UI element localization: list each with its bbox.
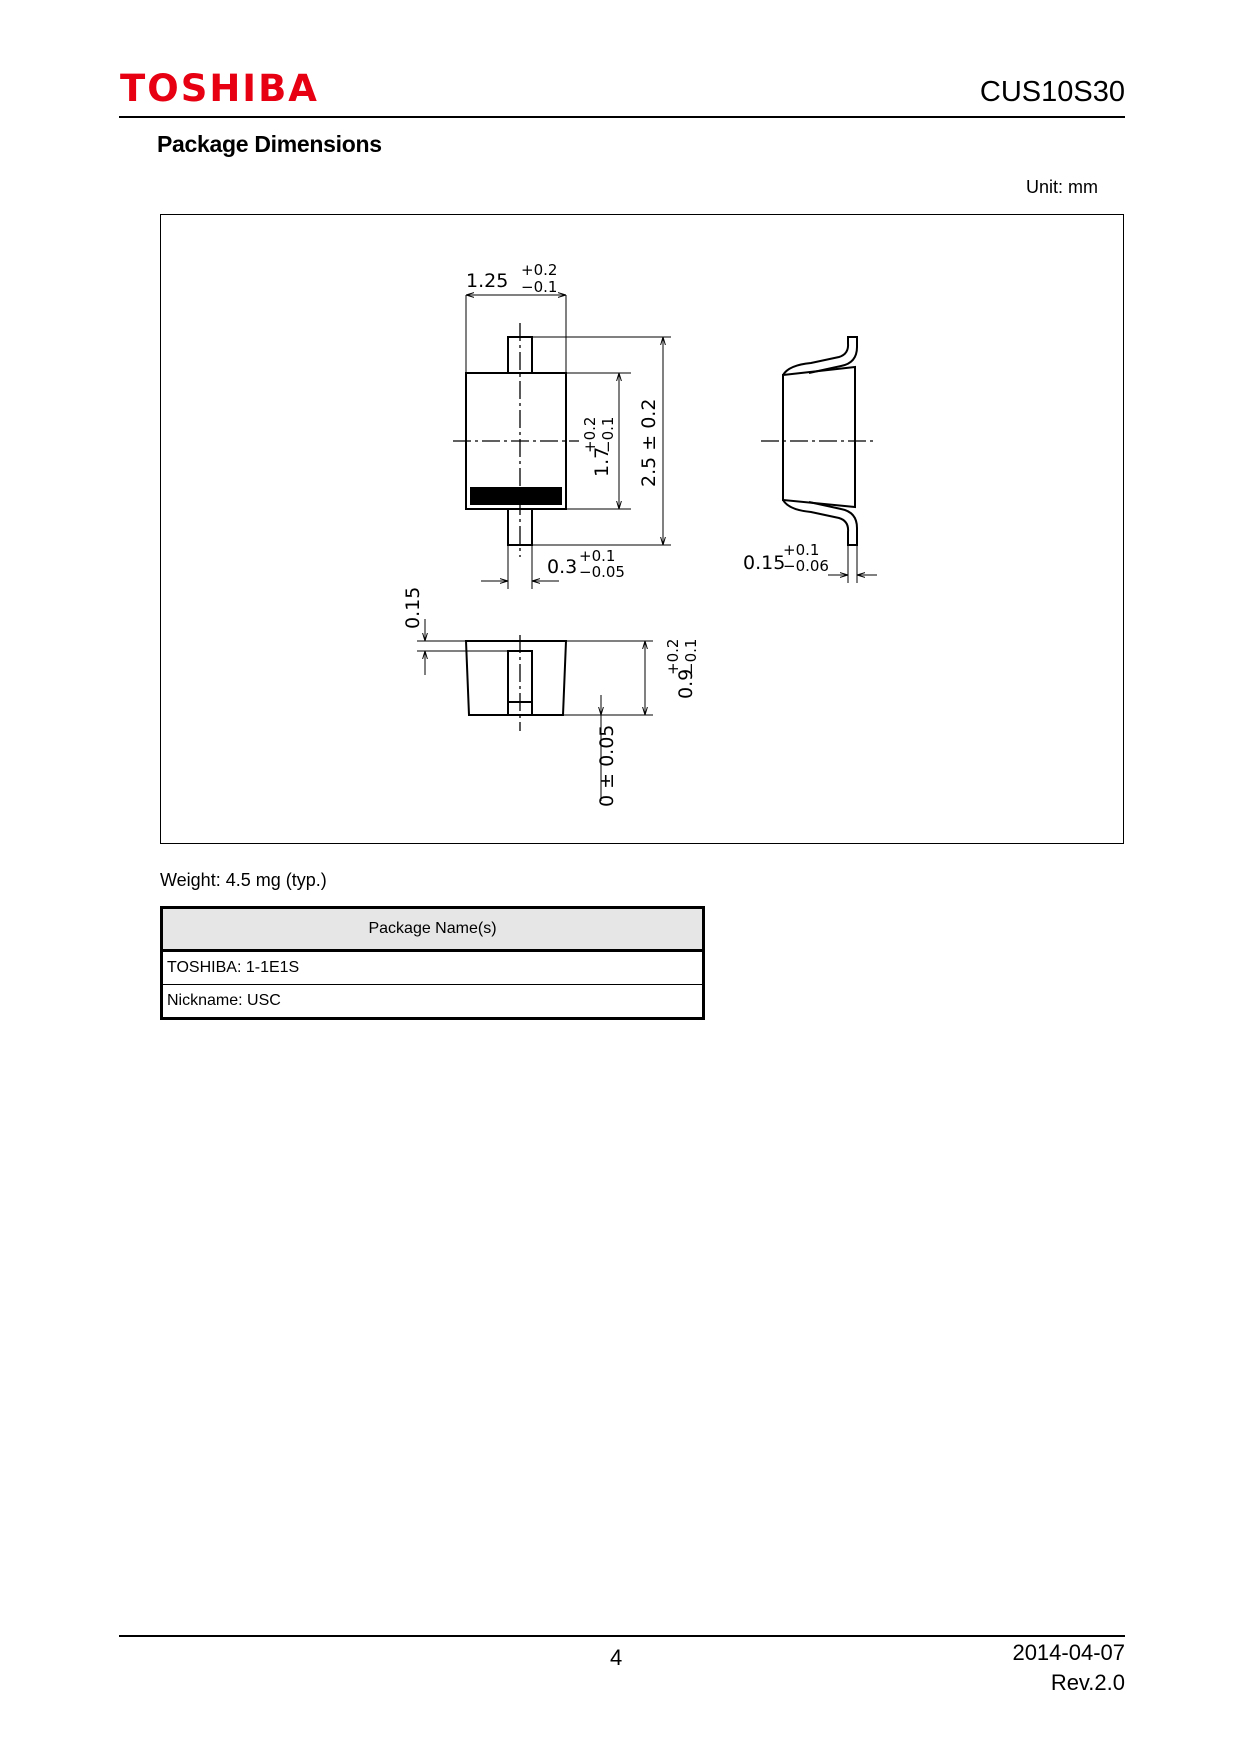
dim-lead-thickness-tol-plus: +0.1 (783, 541, 820, 559)
revision: Rev.2.0 (1050, 1670, 1125, 1695)
dim-height-tol-minus: −0.1 (682, 638, 700, 675)
package-drawing (160, 214, 1124, 844)
dim-height: 0.9 (675, 668, 697, 699)
package-table-header: Package Name(s) (162, 908, 704, 951)
cathode-band (470, 487, 562, 505)
dim-width: 1.25 (466, 270, 509, 292)
dim-total-length: 2.5 ± 0.2 (638, 398, 660, 487)
footer-rule (119, 1635, 1125, 1637)
dim-body-length-tol-minus: −0.1 (599, 416, 617, 453)
section-title: Package Dimensions (157, 131, 382, 157)
dim-body-length-tol-plus: +0.2 (581, 416, 599, 453)
dim-height-tol-plus: +0.2 (664, 638, 682, 675)
dim-standoff: 0 ± 0.05 (596, 724, 618, 807)
page-number: 4 (610, 1645, 623, 1670)
table-row: TOSHIBA: 1-1E1S (162, 951, 704, 985)
part-number: CUS10S30 (979, 76, 1125, 108)
dim-width-tol-plus: +0.2 (521, 261, 558, 279)
dim-body-length: 1.7 (591, 446, 613, 477)
weight-label: Weight: 4.5 mg (typ.) (160, 870, 327, 890)
dim-lead-thickness-tol-minus: −0.06 (783, 557, 829, 575)
dim-width-tol-minus: −0.1 (521, 278, 558, 296)
header-rule (119, 116, 1125, 118)
toshiba-logo: TOSHIBA (120, 67, 319, 110)
dim-top-offset: 0.15 (402, 586, 424, 629)
package-name-table (160, 906, 705, 1020)
dim-lead-width-tol-plus: +0.1 (579, 547, 616, 565)
table-row: Nickname: USC (162, 985, 704, 1019)
dim-lead-width: 0.3 (547, 556, 578, 578)
dim-lead-width-tol-minus: −0.05 (579, 563, 625, 581)
issue-date: 2014-04-07 (1012, 1640, 1125, 1665)
dim-lead-thickness: 0.15 (743, 552, 786, 574)
unit-label: Unit: mm (1026, 177, 1098, 197)
